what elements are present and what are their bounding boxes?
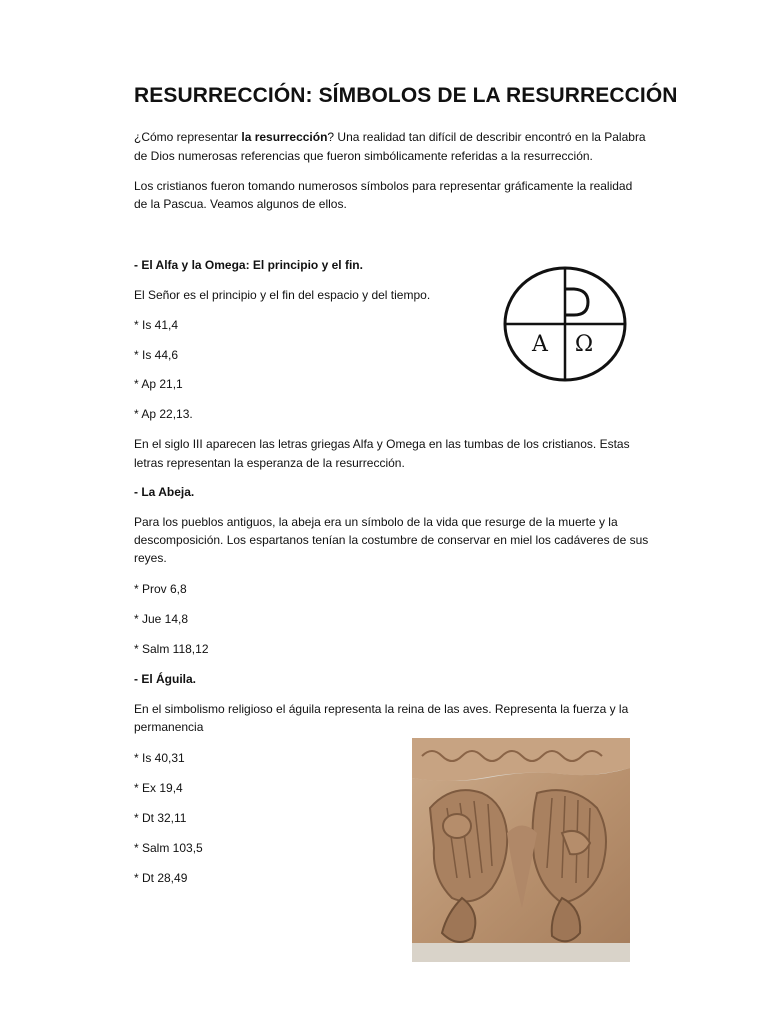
reference-item: * Is 40,31 bbox=[134, 751, 185, 765]
omega-letter: Ω bbox=[574, 332, 594, 357]
reference-item: * Ex 19,4 bbox=[134, 781, 183, 795]
intro-paragraph2-line-1: Los cristianos fueron tomando numerosos símbolos para representar gráficamente la realidad bbox=[134, 179, 633, 193]
reference-item: * Ap 21,1 bbox=[134, 377, 183, 391]
intro-text-cont: ? Una realidad tan difícil de describir encontró en la Palabra bbox=[327, 130, 646, 144]
abeja-desc-line-2: descomposición. Los espartanos tenían la costumbre de conservar en miel los cadáveres de sus bbox=[134, 533, 649, 547]
abeja-desc-line-1: Para los pueblos antiguos, la abeja era un símbolo de la vida que resurge de la muerte y la bbox=[134, 515, 618, 529]
eagle-capital-sculpture-image bbox=[412, 738, 630, 962]
aguila-desc-line-2: permanencia bbox=[134, 720, 204, 734]
reference-item: * Salm 118,12 bbox=[134, 642, 209, 656]
intro-paragraph2-line-2: de la Pascua. Veamos algunos de ellos. bbox=[134, 197, 347, 211]
reference-item: * Prov 6,8 bbox=[134, 582, 187, 596]
reference-item: * Dt 32,11 bbox=[134, 811, 187, 825]
abeja-desc-line-3: reyes. bbox=[134, 551, 167, 565]
aguila-desc-line-1: En el simbolismo religioso el águila representa la reina de las aves. Representa la fuerza y la bbox=[134, 702, 629, 716]
intro-bold-text: la resurrección bbox=[241, 130, 328, 144]
section-heading-abeja: - La Abeja. bbox=[134, 485, 195, 499]
reference-item: * Jue 14,8 bbox=[134, 612, 189, 626]
section-heading-aguila: - El Águila. bbox=[134, 672, 197, 686]
reference-item: * Ap 22,13. bbox=[134, 407, 193, 421]
page-title: RESURRECCIÓN: SÍMBOLOS DE LA RESURRECCIÓN bbox=[134, 84, 678, 107]
reference-item: * Is 44,6 bbox=[134, 348, 179, 362]
reference-item: * Salm 103,5 bbox=[134, 841, 203, 855]
chi-rho-alpha-omega-symbol bbox=[502, 265, 628, 383]
reference-item: * Is 41,4 bbox=[134, 318, 179, 332]
intro-text: ¿Cómo representar bbox=[134, 130, 242, 144]
reference-item: * Dt 28,49 bbox=[134, 871, 188, 885]
alfa-description: El Señor es el principio y el fin del espacio y del tiempo. bbox=[134, 288, 431, 302]
section-heading-alfa-omega: - El Alfa y la Omega: El principio y el fin. bbox=[134, 258, 363, 272]
intro-paragraph-line-1 bbox=[134, 128, 646, 147]
alfa-note-line-2: letras representan la esperanza de la resurrección. bbox=[134, 456, 405, 470]
alpha-letter: A bbox=[532, 332, 548, 357]
intro-paragraph-line-2: de Dios numerosas referencias que fueron simbólicamente referidas a la resurrección. bbox=[134, 149, 593, 163]
alfa-note-line-1: En el siglo III aparecen las letras griegas Alfa y Omega en las tumbas de los cristianos. Estas bbox=[134, 437, 630, 451]
